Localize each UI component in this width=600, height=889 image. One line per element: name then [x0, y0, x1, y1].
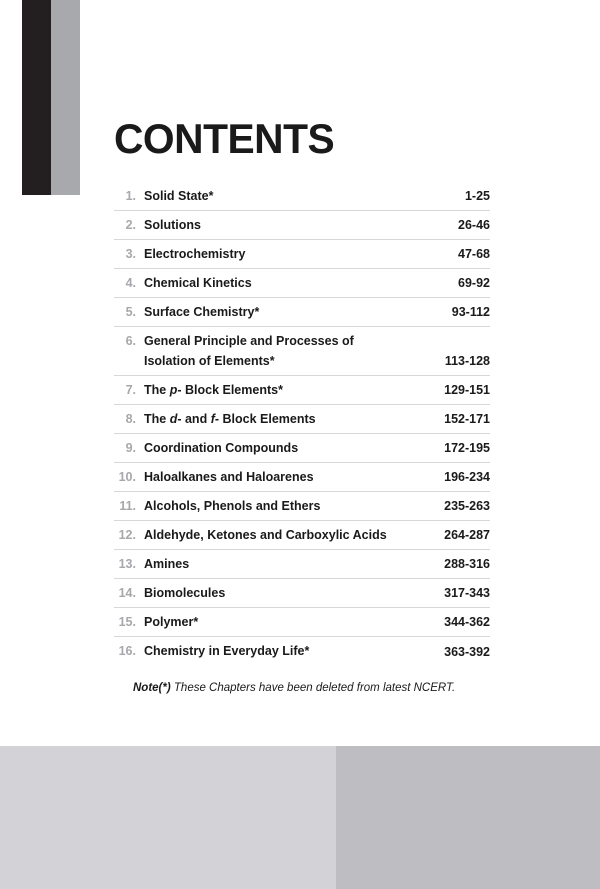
- chapter-number: 9.: [125, 441, 136, 455]
- table-row[interactable]: [114, 405, 490, 434]
- chapter-page-range: 1-25: [464, 189, 490, 203]
- table-row[interactable]: [114, 298, 490, 327]
- contents-note-text: These Chapters have been deleted from latest NCERT.: [170, 682, 456, 694]
- chapter-number: 13.: [118, 557, 136, 571]
- chapter-number: 8.: [125, 412, 136, 426]
- chapter-number: 16.: [118, 644, 136, 658]
- chapter-number: 12.: [118, 528, 136, 542]
- chapter-page-range: 93-112: [451, 305, 490, 319]
- table-row[interactable]: [114, 579, 490, 608]
- chapter-title: The p- Block Elements*: [144, 383, 283, 397]
- chapter-title: Alcohols, Phenols and Ethers: [144, 499, 321, 513]
- chapter-title: Haloalkanes and Haloarenes: [144, 470, 314, 484]
- chapter-number: 11.: [119, 499, 136, 513]
- chapter-page-range: 235-263: [444, 499, 490, 513]
- chapter-page-range: 152-171: [444, 412, 490, 426]
- table-row[interactable]: [114, 463, 490, 492]
- chapter-title: Solid State*: [144, 189, 214, 203]
- chapter-page-range: 344-362: [444, 615, 490, 629]
- chapter-page-range: 172-195: [444, 441, 490, 455]
- chapter-title: Aldehyde, Ketones and Carboxylic Acids: [144, 528, 387, 542]
- table-of-contents: [114, 182, 490, 666]
- chapter-number: 15.: [118, 615, 136, 629]
- table-row[interactable]: [114, 327, 490, 376]
- chapter-title: Polymer*: [144, 615, 199, 629]
- chapter-number: 5.: [125, 305, 136, 319]
- chapter-title: Chemistry in Everyday Life*: [144, 644, 310, 658]
- chapter-title: The d- and f- Block Elements: [144, 412, 316, 426]
- chapter-title: General Principle and Processes of Isolation of Elements*: [144, 334, 354, 368]
- chapter-page-range: 113-128: [444, 354, 490, 368]
- bottom-band-left: [0, 746, 336, 889]
- table-row[interactable]: [114, 608, 490, 637]
- table-row[interactable]: [114, 492, 490, 521]
- chapter-page-range: 288-316: [444, 557, 490, 571]
- chapter-title: Surface Chemistry*: [144, 305, 260, 319]
- page-title: CONTENTS: [114, 115, 335, 162]
- chapter-title: Coordination Compounds: [144, 441, 299, 455]
- chapter-number: 10.: [118, 470, 136, 484]
- chapter-page-range: 129-151: [444, 383, 490, 397]
- chapter-page-range: 317-343: [444, 586, 490, 600]
- bottom-band-right: [336, 746, 600, 889]
- table-row[interactable]: [114, 550, 490, 579]
- chapter-number: 1.: [125, 189, 136, 203]
- chapter-title: Chemical Kinetics: [144, 276, 252, 290]
- table-row[interactable]: [114, 269, 490, 298]
- decorative-bar-black: [22, 0, 51, 195]
- bottom-bands: [0, 746, 600, 889]
- table-row[interactable]: [114, 240, 490, 269]
- chapter-number: 7.: [125, 383, 136, 397]
- chapter-page-range: 26-46: [458, 218, 490, 232]
- contents-note-label: Note(*): [133, 682, 171, 694]
- decorative-bar-gray: [51, 0, 80, 195]
- decorative-bars: [22, 0, 80, 195]
- chapter-title: Biomolecules: [144, 586, 226, 600]
- chapter-title: Amines: [144, 557, 190, 571]
- chapter-number: 2.: [125, 218, 136, 232]
- chapter-number: 14.: [118, 586, 136, 600]
- chapter-title: Electrochemistry: [144, 247, 246, 261]
- chapter-page-range: 196-234: [444, 470, 490, 484]
- chapter-page-range: 264-287: [444, 528, 490, 542]
- chapter-number: 4.: [125, 276, 136, 290]
- table-row[interactable]: [114, 521, 490, 550]
- table-row[interactable]: [114, 434, 490, 463]
- chapter-number: 6.: [125, 334, 136, 348]
- table-row[interactable]: [114, 637, 490, 666]
- chapter-page-range: 363-392: [444, 645, 490, 659]
- contents-note: [133, 680, 455, 696]
- table-row[interactable]: [114, 376, 490, 405]
- chapter-number: 3.: [125, 247, 136, 261]
- chapter-page-range: 69-92: [458, 276, 490, 290]
- table-row[interactable]: [114, 182, 490, 211]
- table-row[interactable]: [114, 211, 490, 240]
- chapter-page-range: 47-68: [458, 247, 490, 261]
- chapter-title: Solutions: [144, 218, 201, 232]
